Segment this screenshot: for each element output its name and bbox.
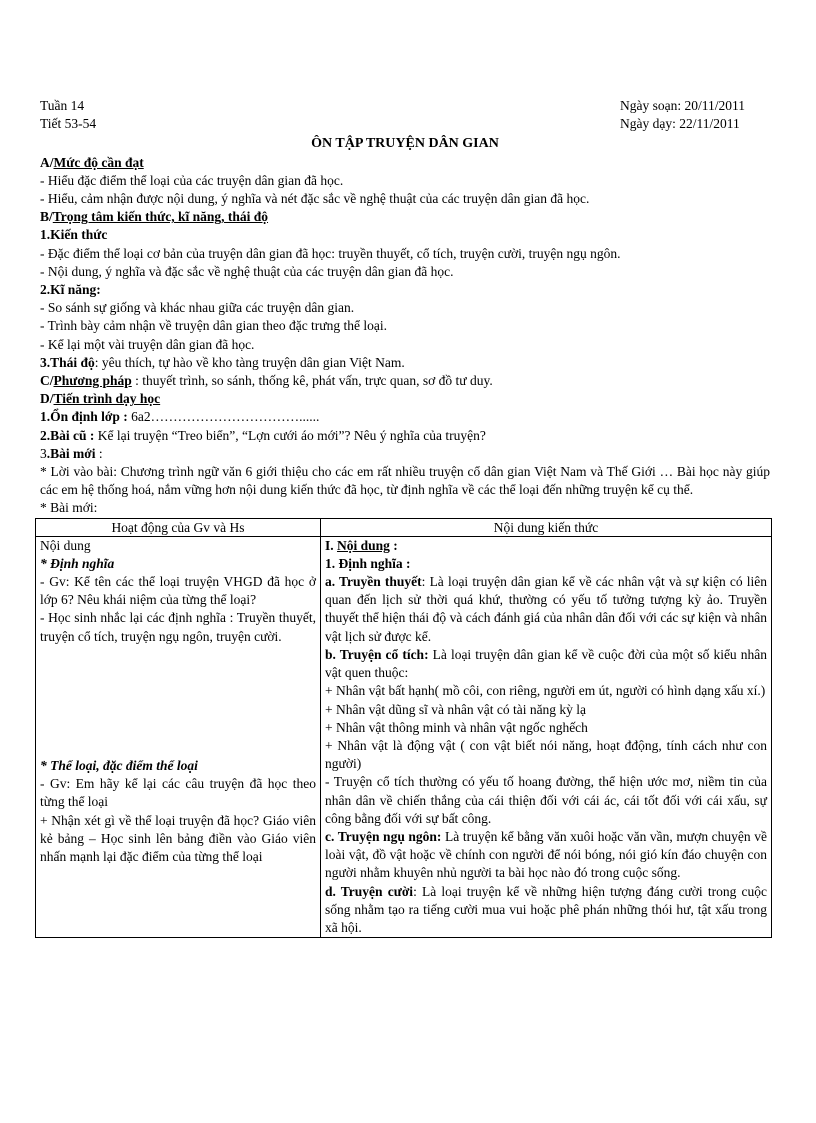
week-label: Tuần 14 xyxy=(40,98,85,113)
knowledge-line: - Nội dung, ý nghĩa và đặc sắc về nghệ thuật của các truyện dân gian đã học. xyxy=(40,263,454,279)
content-cell xyxy=(321,536,772,937)
fairy-tale-definition: b. Truyện cổ tích: Là loại truyện dân gian kể về cuộc đời của một số kiểu nhân vật quen thuộc: xyxy=(325,646,767,681)
legend-definition: a. Truyền thuyết: Là loại truyện dân gian kể về các nhân vật và sự kiện có liên quan đến lịch sử thời quá khứ, thường có yếu tố tưởng tượng kỳ ảo. Truyền thuyết thể hiện thái độ và cách đánh giá của nhân dân đối với các sự kiện và nhân vật lịch sử được kể. xyxy=(325,574,767,644)
fable-definition: c. Truyện ngụ ngôn: Là truyện kể bằng văn xuôi hoặc văn vần, mượn chuyện về loài vật, đồ vật hoặc về chính con người để nói bóng, nói gió kín đáo chuyện con người nhằm khuyên nhủ người ta bài học nào đó trong cuộc sống. xyxy=(325,828,768,881)
right-section-title: I. Nội dung : xyxy=(325,537,398,553)
new-lesson-marker: * Bài mới: xyxy=(40,500,98,516)
section-a-heading: A/Mức độ cần đạt xyxy=(40,154,144,170)
left-definition-heading: * Định nghĩa xyxy=(40,555,115,571)
left-noi-dung: Nội dung xyxy=(40,537,91,553)
section-c-line: C/Phương pháp : thuyết trình, so sánh, thống kê, phát vấn, trực quan, sơ đồ tư duy. xyxy=(40,373,493,389)
left-student-answer: - Học sinh nhắc lại các định nghĩa : Truyền thuyết, truyện cổ tích, truyện ngụ ngôn, truyện cười. xyxy=(40,610,316,644)
class-stabilize: 1.Ổn định lớp : 6a2……………………………...... xyxy=(40,409,320,425)
header-row-1 xyxy=(40,97,770,115)
fairy-tale-item: + Nhân vật là động vật ( con vật biết nói năng, hoạt đđộng, tính cách như con người) xyxy=(325,737,767,772)
old-lesson: 2.Bài cũ : Kể lại truyện “Treo biển”, “Lợn cưới áo mới”? Nêu ý nghĩa của truyện? xyxy=(40,427,486,443)
fairy-tale-item: + Nhân vật bất hạnh( mồ côi, con riêng, người em út, người có hình dạng xấu xí.) xyxy=(325,683,766,699)
table-row xyxy=(36,536,772,937)
right-definition-title: 1. Định nghĩa : xyxy=(325,555,411,571)
skills-line: - Trình bày cảm nhận về truyện dân gian theo đặc trưng thể loại. xyxy=(40,318,387,334)
prep-date: Ngày soạn: 20/11/2011 xyxy=(620,98,745,113)
table-header-activity: Hoạt động của Gv và Hs xyxy=(36,518,321,536)
knowledge-heading: 1.Kiến thức xyxy=(40,227,108,243)
header-row-2 xyxy=(40,115,770,133)
activity-cell xyxy=(36,536,321,937)
section-a-line: - Hiểu đặc điểm thể loại của các truyện dân gian đã học. xyxy=(40,172,344,188)
intro-paragraph: * Lời vào bài: Chương trình ngữ văn 6 giới thiệu cho các em rất nhiều truyện cổ dân gian Việt Nam và Thế Giới … Bài học này giúp các em hệ thống hoá, nắm vững hơn nội dung kiến thức đã học, từ định nghĩa về các thể loại đến những truyện kể cụ thể. xyxy=(40,464,770,498)
fairy-tale-item: + Nhân vật dũng sĩ và nhân vật có tài năng kỳ lạ xyxy=(325,701,587,717)
lesson-table xyxy=(35,518,772,938)
attitude-line: 3.Thái độ: yêu thích, tự hào về kho tàng truyện dân gian Việt Nam. xyxy=(40,354,405,370)
comic-tale-definition: d. Truyện cười: Là loại truyện kể về những hiện tượng đáng cười trong cuộc sống nhằm tạo ra tiếng cười mua vui hoặc phê phán những thói hư, tật xấu trong xã hội. xyxy=(325,883,767,935)
section-b-heading: B/Trọng tâm kiến thức, kĩ năng, thái độ xyxy=(40,209,269,225)
new-lesson-label: 3.Bài mới : xyxy=(40,445,103,461)
left-review-note: + Nhận xét gì về thể loại truyện đã học? Giáo viên kẻ bảng – Học sinh lên bảng điền vào Giáo viên nhấn mạnh lại đặc điểm của từng thể loại xyxy=(40,812,316,864)
skills-heading: 2.Kĩ năng: xyxy=(40,282,101,298)
teach-date: Ngày dạy: 22/11/2011 xyxy=(620,116,740,132)
skills-line: - So sánh sự giống và khác nhau giữa các truyện dân gian. xyxy=(40,300,355,316)
skills-line: - Kể lại một vài truyện dân gian đã học. xyxy=(40,336,255,352)
lesson-page xyxy=(40,97,770,938)
lesson-label: Tiết 53-54 xyxy=(40,116,97,132)
left-spacer xyxy=(40,646,316,757)
page-title: ÔN TẬP TRUYỆN DÂN GIAN xyxy=(311,136,499,152)
left-teacher-question: - Gv: Kể tên các thể loại truyện VHGD đã học ở lớp 6? Nêu khái niệm của từng thể loại? xyxy=(40,574,316,608)
section-d-heading: D/Tiến trình dạy học xyxy=(40,391,161,407)
section-a-line: - Hiểu, cảm nhận được nội dung, ý nghĩa và nét đặc sắc về nghệ thuật của các truyện dân gian đã học. xyxy=(40,191,590,207)
knowledge-line: - Đặc điểm thể loại cơ bản của truyện dân gian đã học: truyền thuyết, cổ tích, truyện cười, truyện ngụ ngôn. xyxy=(40,245,621,261)
fairy-tale-item: + Nhân vật thông minh và nhân vật ngốc nghếch xyxy=(325,719,588,735)
fairy-tale-summary: - Truyện cổ tích thường có yếu tố hoang đường, thể hiện ước mơ, niềm tin của nhân dân về chiến thắng của cái thiện đối với cái ác, cái tốt đối với cái xấu, sự công bằng đối với sự bất công. xyxy=(325,774,767,826)
table-header-content: Nội dung kiến thức xyxy=(321,518,772,536)
left-genre-heading: * Thể loại, đặc điểm thể loại xyxy=(40,757,198,773)
table-header-row xyxy=(36,518,772,536)
left-teacher-task: - Gv: Em hãy kể lại các câu truyện đã học theo từng thể loại xyxy=(40,776,316,810)
